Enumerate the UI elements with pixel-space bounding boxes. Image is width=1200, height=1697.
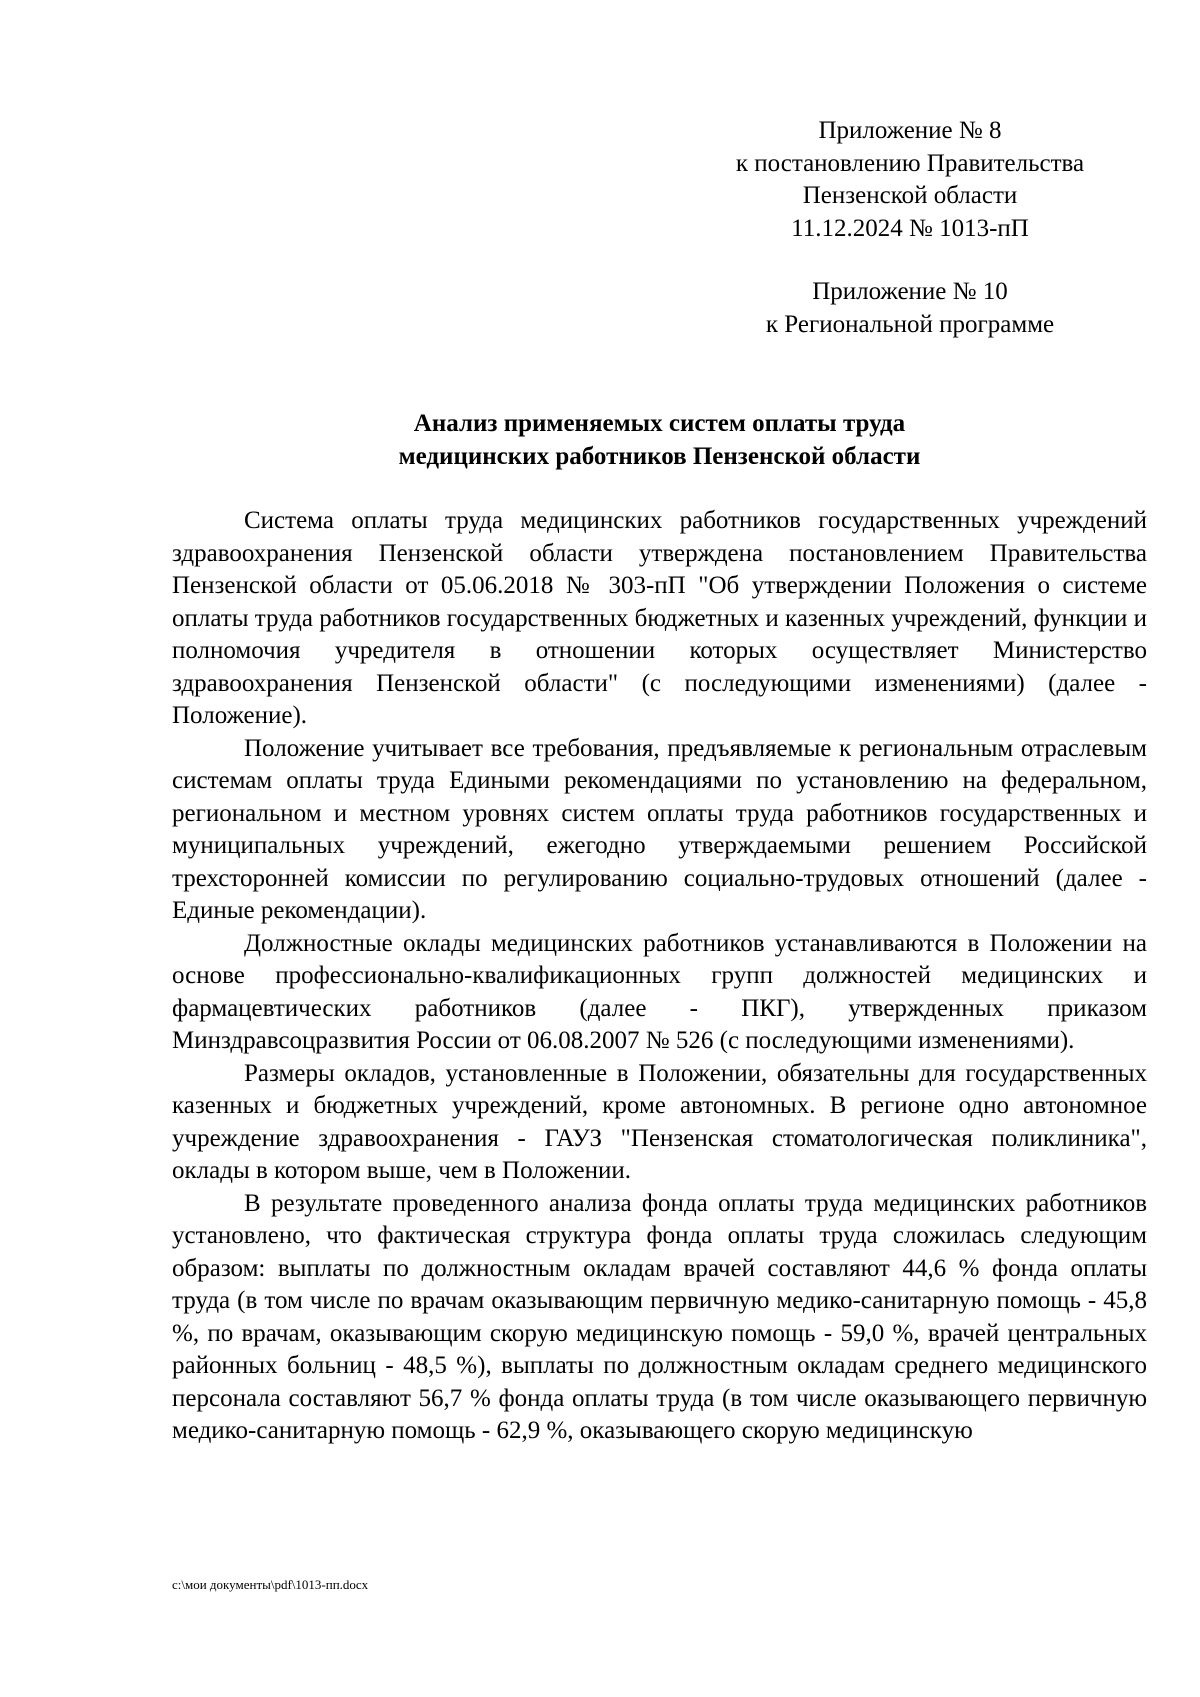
appendix-program-number: Приложение № 10 bbox=[812, 278, 1008, 305]
appendix-program-reference: к Региональной программе bbox=[765, 310, 1055, 338]
appendix-main-date-number: 11.12.2024 № 1013-пП bbox=[791, 214, 1029, 242]
appendix-main-region: Пензенской области bbox=[802, 182, 1018, 209]
paragraph-2: Положение учитывает все требования, предъявляемые к региональным отраслевым системам оплаты труда Едиными рекомендациями по установлению на федеральном, региональном и местном уровнях систем оплаты труда работников государственных и муниципальных учреждений, ежегодно утверждаемыми решением Российской трехсторонней комиссии по регулированию социально-трудовых отношений (далее - Единые рекомендации). bbox=[172, 734, 1147, 924]
paragraph-5: В результате проведенного анализа фонда оплаты труда медицинских работников установлено, что фактическая структура фонда оплаты труда сложилась следующим образом: выплаты по должностным окладам врачей составляют 44,6 % фонда оплаты труда (в том числе по врачам оказывающим первичную медико-санитарную помощь - 45,8 %, по врачам, оказывающим скорую медицинскую помощь - 59,0 %, врачей центральных районных больниц - 48,5 %), выплаты по должностным окладам среднего медицинского персонала составляют 56,7 % фонда оплаты труда (в том числе оказывающего первичную медико-санитарную помощь - 62,9 %, оказывающего скорую медицинскую bbox=[172, 1189, 1147, 1444]
document-title-line-2: медицинских работников Пензенской области bbox=[398, 443, 921, 470]
appendix-main-reference: к постановлению Правительства bbox=[735, 149, 1085, 177]
appendix-main-number: Приложение № 8 bbox=[818, 117, 1002, 144]
document-title-line-1: Анализ применяемых систем оплаты труда bbox=[413, 410, 906, 437]
footer-file-path: c:\мои документы\pdf\1013-пп.docx bbox=[172, 1577, 369, 1592]
paragraph-3: Должностные оклады медицинских работников устанавливаются в Положении на основе профессионально-квалификационных групп должностей медицинских и фармацевтических работников (далее - ПКГ), утвержденных приказом Минздравсоцразвития России от 06.08.2007 № 526 (с последующими изменениями). bbox=[172, 929, 1147, 1054]
paragraph-1: Система оплаты труда медицинских работников государственных учреждений здравоохранения Пензенской области утверждена постановлением Правительства Пензенской области от 05.06.2018 № 303-пП "Об утверждении Положения о системе оплаты труда работников государственных бюджетных и казенных учреждений, функции и полномочия учредителя в отношении которых осуществляет Министерство здравоохранения Пензенской области" (с последующими изменениями) (далее - Положение). bbox=[172, 507, 1147, 729]
document-title bbox=[172, 407, 1147, 473]
appendix-header-main bbox=[700, 115, 1120, 245]
document-body bbox=[172, 505, 1147, 1448]
appendix-header-program bbox=[700, 276, 1120, 341]
paragraph-4: Размеры окладов, установленные в Положении, обязательны для государственных казенных и бюджетных учреждений, кроме автономных. В регионе одно автономное учреждение здравоохранения - ГАУЗ "Пензенская стоматологическая поликлиника", оклады в котором выше, чем в Положении. bbox=[172, 1059, 1147, 1184]
